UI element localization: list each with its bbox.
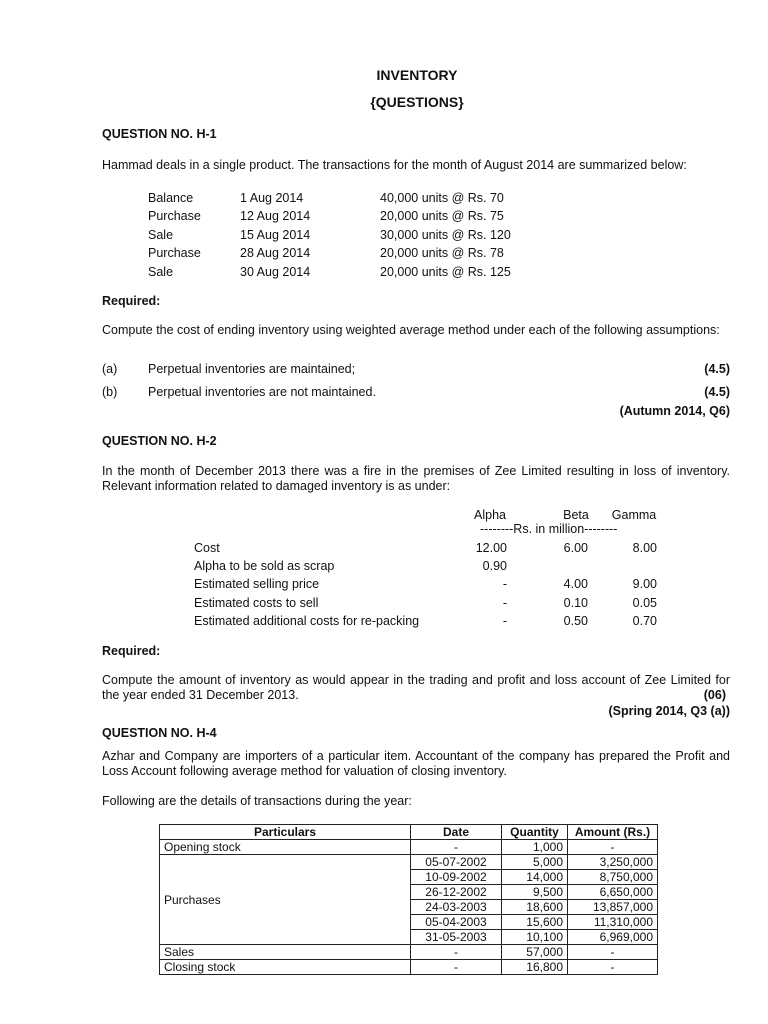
part-marks: (4.5) xyxy=(704,385,730,399)
beta-value: 4.00 xyxy=(563,577,588,591)
txn-date: 28 Aug 2014 xyxy=(240,246,311,260)
h1-source: (Autumn 2014, Q6) xyxy=(619,404,730,418)
date-cell: 24-03-2003 xyxy=(411,900,502,915)
header-date: Date xyxy=(411,825,502,840)
txn-type: Purchase xyxy=(148,246,201,260)
qty-cell: 9,500 xyxy=(502,885,568,900)
beta-value: 0.50 xyxy=(563,614,588,628)
h4-details-line: Following are the details of transactions during the year: xyxy=(102,794,412,808)
col-alpha-header: Alpha xyxy=(474,508,506,522)
part-text: Perpetual inventories are not maintained. xyxy=(148,385,376,399)
qty-cell: 10,100 xyxy=(502,930,568,945)
txn-date: 30 Aug 2014 xyxy=(240,265,311,279)
page-subtitle: {QUESTIONS} xyxy=(370,94,464,110)
txn-date: 15 Aug 2014 xyxy=(240,228,311,242)
page-title: INVENTORY xyxy=(376,67,458,83)
particular-cell: Opening stock xyxy=(160,840,411,855)
amount-cell: 6,969,000 xyxy=(568,930,658,945)
amount-cell: 3,250,000 xyxy=(568,855,658,870)
qty-cell: 1,000 xyxy=(502,840,568,855)
date-cell: - xyxy=(411,840,502,855)
col-beta-header: Beta xyxy=(563,508,589,522)
txn-type: Balance xyxy=(148,191,194,205)
date-cell: 26-12-2002 xyxy=(411,885,502,900)
date-cell: 05-07-2002 xyxy=(411,855,502,870)
gamma-value: 9.00 xyxy=(632,577,657,591)
row-label: Estimated costs to sell xyxy=(194,596,319,610)
h2-required-label: Required: xyxy=(102,644,161,658)
qty-cell: 57,000 xyxy=(502,945,568,960)
txn-detail: 20,000 units @ Rs. 125 xyxy=(380,265,511,279)
amount-cell: - xyxy=(568,840,658,855)
amount-cell: - xyxy=(568,960,658,975)
part-label: (b) xyxy=(102,385,118,399)
table-row xyxy=(160,840,658,855)
gamma-value: 0.05 xyxy=(632,596,657,610)
date-cell: 10-09-2002 xyxy=(411,870,502,885)
purchases-cell: Purchases xyxy=(160,855,411,945)
amount-cell: 13,857,000 xyxy=(568,900,658,915)
h1-required-label: Required: xyxy=(102,294,161,308)
h1-instruction: Compute the cost of ending inventory using weighted average method under each of the following assumptions: xyxy=(102,323,720,337)
table-header-row xyxy=(160,825,658,840)
particular-cell: Sales xyxy=(160,945,411,960)
unit-line: --------Rs. in million-------- xyxy=(480,522,618,536)
beta-value: 6.00 xyxy=(563,541,588,555)
amount-cell: - xyxy=(568,945,658,960)
question-h1-heading: QUESTION NO. H-1 xyxy=(102,127,217,141)
alpha-value: - xyxy=(502,614,507,628)
question-h4-heading: QUESTION NO. H-4 xyxy=(102,726,217,740)
txn-date: 1 Aug 2014 xyxy=(240,191,304,205)
particular-cell: Closing stock xyxy=(160,960,411,975)
txn-type: Purchase xyxy=(148,209,201,223)
h2-marks: (06) xyxy=(703,688,726,702)
txn-type: Sale xyxy=(148,265,174,279)
txn-date: 12 Aug 2014 xyxy=(240,209,311,223)
date-cell: - xyxy=(411,960,502,975)
date-cell: 05-04-2003 xyxy=(411,915,502,930)
amount-cell: 8,750,000 xyxy=(568,870,658,885)
amount-cell: 6,650,000 xyxy=(568,885,658,900)
txn-detail: 20,000 units @ Rs. 78 xyxy=(380,246,504,260)
part-marks: (4.5) xyxy=(704,362,730,376)
gamma-value: 8.00 xyxy=(632,541,657,555)
part-text: Perpetual inventories are maintained; xyxy=(148,362,356,376)
qty-cell: 15,600 xyxy=(502,915,568,930)
date-cell: - xyxy=(411,945,502,960)
gamma-value: 0.70 xyxy=(632,614,657,628)
txn-detail: 20,000 units @ Rs. 75 xyxy=(380,209,504,223)
date-cell: 31-05-2003 xyxy=(411,930,502,945)
qty-cell: 14,000 xyxy=(502,870,568,885)
col-gamma-header: Gamma xyxy=(611,508,657,522)
question-h2-heading: QUESTION NO. H-2 xyxy=(102,434,217,448)
qty-cell: 16,800 xyxy=(502,960,568,975)
header-quantity: Quantity xyxy=(502,825,568,840)
qty-cell: 5,000 xyxy=(502,855,568,870)
txn-type: Sale xyxy=(148,228,174,242)
h2-intro: In the month of December 2013 there was a fire in the premises of Zee Limited resulting in loss of inventory. Relevant information related to damaged inventory is as under: xyxy=(102,464,730,493)
qty-cell: 18,600 xyxy=(502,900,568,915)
part-label: (a) xyxy=(102,362,118,376)
h2-instruction: Compute the amount of inventory as would appear in the trading and profit and loss account of Zee Limited for the year ended 31 December 2013. xyxy=(102,673,730,702)
transactions-table xyxy=(159,824,658,975)
row-label: Alpha to be sold as scrap xyxy=(194,559,335,573)
alpha-value: - xyxy=(502,596,507,610)
txn-detail: 40,000 units @ Rs. 70 xyxy=(380,191,504,205)
table-row xyxy=(160,945,658,960)
alpha-value: - xyxy=(502,577,507,591)
alpha-value: 12.00 xyxy=(475,541,507,555)
alpha-value: 0.90 xyxy=(482,559,507,573)
row-label: Estimated additional costs for re-packing xyxy=(194,614,420,628)
txn-detail: 30,000 units @ Rs. 120 xyxy=(380,228,511,242)
h4-intro: Azhar and Company are importers of a particular item. Accountant of the company has prepared the Profit and Loss Account following average method for valuation of closing inventory. xyxy=(102,749,730,778)
row-label: Cost xyxy=(194,541,220,555)
row-label: Estimated selling price xyxy=(194,577,320,591)
beta-value: 0.10 xyxy=(563,596,588,610)
amount-cell: 11,310,000 xyxy=(568,915,658,930)
h2-source: (Spring 2014, Q3 (a)) xyxy=(608,704,730,718)
table-row xyxy=(160,855,658,870)
table-row xyxy=(160,960,658,975)
h1-intro: Hammad deals in a single product. The transactions for the month of August 2014 are summarized below: xyxy=(102,158,687,172)
header-amount: Amount (Rs.) xyxy=(568,825,658,840)
header-particulars: Particulars xyxy=(160,825,411,840)
